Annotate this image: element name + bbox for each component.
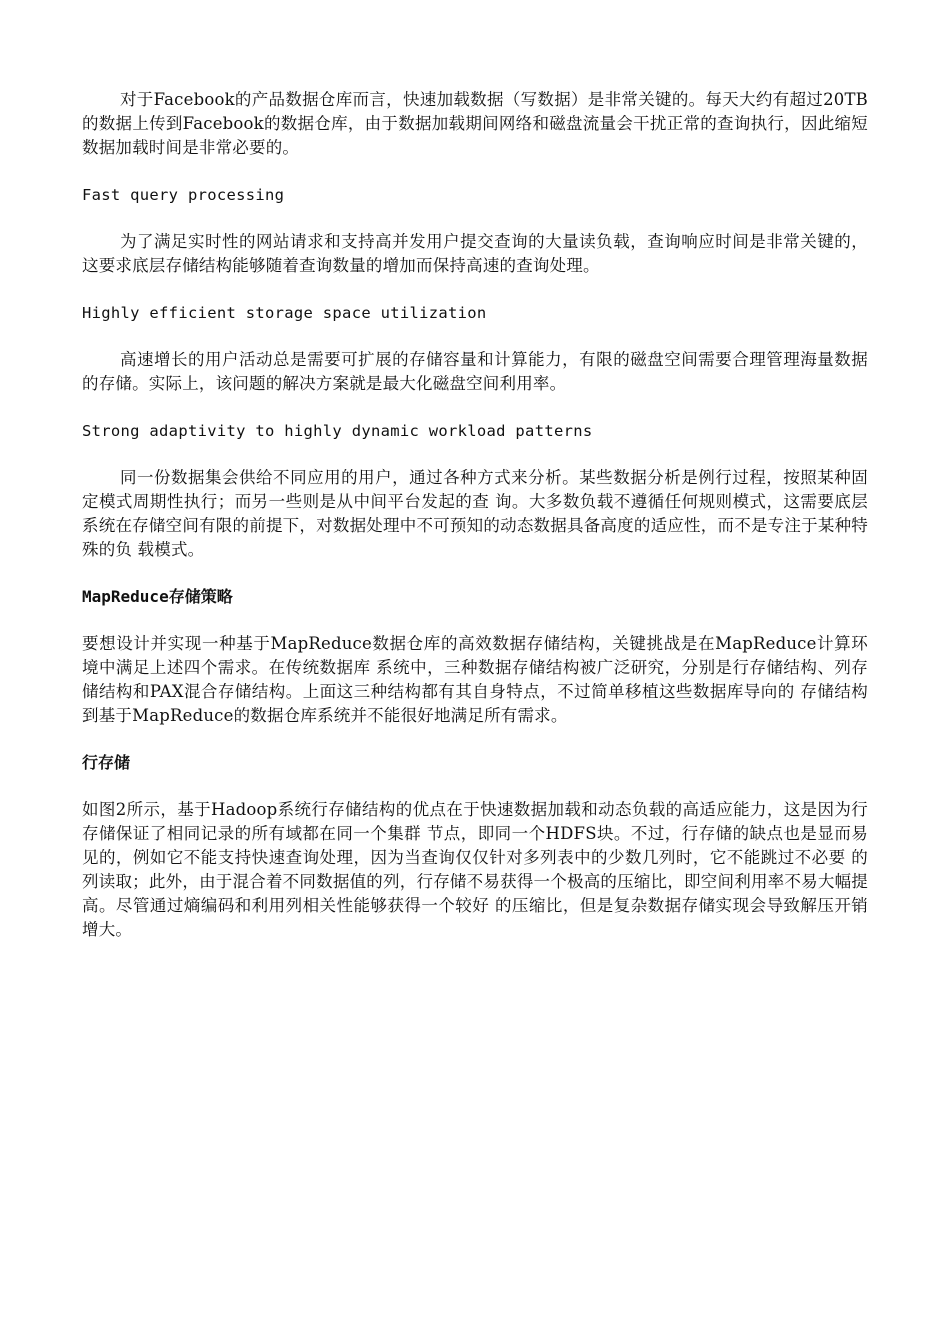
heading-row-storage: 行存储	[82, 753, 131, 772]
heading-fast-query: Fast query processing	[82, 186, 285, 204]
paragraph-row-storage: 如图2所示，基于Hadoop系统行存储结构的优点在于快速数据加载和动态负载的高适应能力，这是因为行存储保证了相同记录的所有域都在同一个集群 节点，即同一个HDFS块。不过，行存储的缺点也是显而易见的，例如它不能支持快速查询处理，因为当查询仅仅针对多列表中的少数几列时，它不能跳过不必要 的列读取；此外，由于混合着不同数据值的列，行存储不易获得一个极高的压缩比，即空间利用率不易大幅提高。尽管通过熵编码和利用列相关性能够获得一个较好 的压缩比，但是复杂数据存储实现会导致解压开销增大。	[82, 800, 868, 939]
heading-storage-utilization: Highly efficient storage space utilization	[82, 304, 487, 322]
paragraph-workload-patterns: 同一份数据集会供给不同应用的用户，通过各种方式来分析。某些数据分析是例行过程，按照某种固定模式周期性执行；而另一些则是从中间平台发起的查 询。大多数负载不遵循任何规则模式，这需要底层系统在存储空间有限的前提下，对数据处理中不可预知的动态数据具备高度的适应性，而不是专注于某种特殊的负 载模式。	[82, 468, 868, 559]
paragraph-storage-space: 高速增长的用户活动总是需要可扩展的存储容量和计算能力，有限的磁盘空间需要合理管理海量数据的存储。实际上，该问题的解决方案就是最大化磁盘空间利用率。	[82, 350, 868, 393]
heading-adaptivity: Strong adaptivity to highly dynamic workload patterns	[82, 422, 593, 440]
paragraph-data-loading: 对于Facebook的产品数据仓库而言，快速加载数据（写数据）是非常关键的。每天大约有超过20TB的数据上传到Facebook的数据仓库，由于数据加载期间网络和磁盘流量会干扰正常的查询执行，因此缩短数据加载时间是非常必要的。	[82, 90, 868, 157]
heading-mapreduce-strategy: MapReduce存储策略	[82, 587, 233, 606]
paragraph-query-processing: 为了满足实时性的网站请求和支持高并发用户提交查询的大量读负载，查询响应时间是非常关键的，这要求底层存储结构能够随着查询数量的增加而保持高速的查询处理。	[82, 232, 868, 275]
paragraph-mapreduce-storage: 要想设计并实现一种基于MapReduce数据仓库的高效数据存储结构，关键挑战是在MapReduce计算环境中满足上述四个需求。在传统数据库 系统中，三种数据存储结构被广泛研究，分别是行存储结构、列存储结构和PAX混合存储结构。上面这三种结构都有其自身特点，不过简单移植这些数据库导向的 存储结构到基于MapReduce的数据仓库系统并不能很好地满足所有需求。	[82, 634, 868, 725]
document-page	[82, 88, 868, 942]
